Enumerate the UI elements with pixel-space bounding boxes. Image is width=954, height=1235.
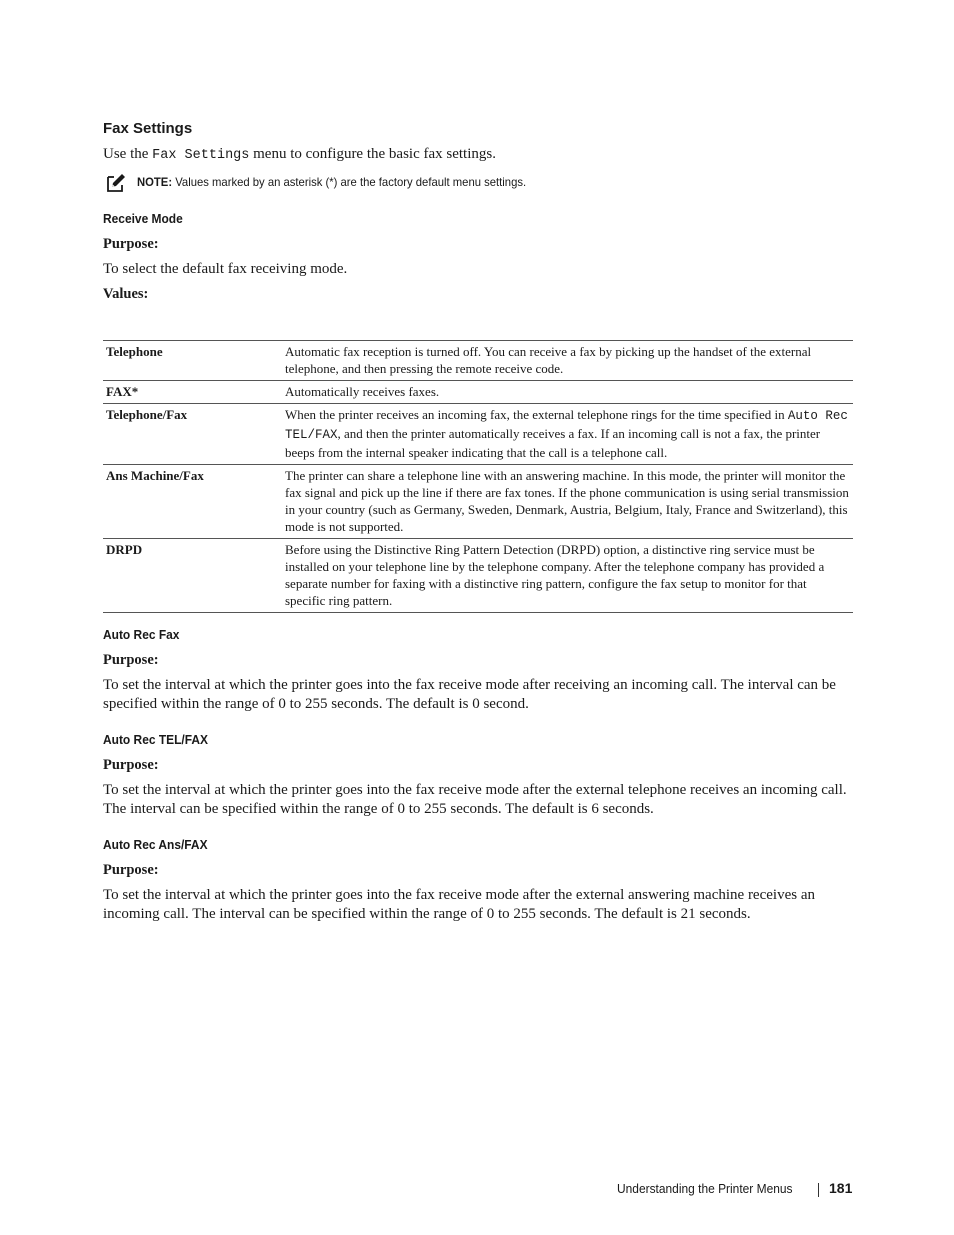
intro-text-before: Use the: [103, 146, 153, 162]
auto-rec-ans-fax-heading: Auto Rec Ans/FAX: [103, 837, 208, 852]
value-name: Telephone: [103, 341, 279, 381]
table-row: [103, 539, 853, 613]
value-description: [279, 381, 853, 404]
value-description: [279, 404, 853, 465]
intro-text-after: menu to configure the basic fax settings.: [249, 146, 496, 162]
value-description-text: Before using the Distinctive Ring Pattern Detection (DRPD) option, a distinctive ring service must be installed on your telephone line by the telephone company. After the telephone company has provided a separate number for faxing with a distinctive ring pattern, configure the fax setup to monitor for that specific ring pattern.: [285, 542, 825, 608]
table-row: [103, 381, 853, 404]
intro-paragraph: [103, 146, 496, 163]
value-name: DRPD: [103, 539, 279, 613]
receive-mode-purpose-label: Purpose:: [103, 236, 159, 252]
auto-rec-ans-fax-purpose-label: Purpose:: [103, 862, 159, 878]
value-description: [279, 465, 853, 539]
receive-mode-purpose-text: To select the default fax receiving mode.: [103, 261, 348, 277]
value-name: FAX*: [103, 381, 279, 404]
auto-rec-fax-purpose-label: Purpose:: [103, 652, 159, 668]
auto-rec-ans-fax-purpose-text: To set the interval at which the printer goes into the fax receive mode after the external answering machine receives an incoming call. The interval can be specified within the range of 0 to 255 seconds. The default is 21 seconds.: [103, 887, 815, 922]
value-description-text: Automatic fax reception is turned off. You can receive a fax by picking up the handset of the external telephone, and then pressing the remote receive code.: [285, 344, 812, 376]
value-description-code: Auto Rec TEL/FAX: [285, 409, 848, 442]
table-row: [103, 465, 853, 539]
page-number: 181: [829, 1180, 853, 1196]
receive-mode-values-table: [103, 340, 853, 613]
auto-rec-tel-fax-heading: Auto Rec TEL/FAX: [103, 732, 208, 747]
value-description: [279, 539, 853, 613]
table-row: [103, 404, 853, 465]
receive-mode-heading: Receive Mode: [103, 211, 183, 226]
value-name: Ans Machine/Fax: [103, 465, 279, 539]
auto-rec-fax-heading: Auto Rec Fax: [103, 627, 180, 642]
value-description: [279, 341, 853, 381]
receive-mode-values-label: Values:: [103, 286, 149, 302]
auto-rec-fax-purpose-text: To set the interval at which the printer goes into the fax receive mode after receiving an incoming call. The interval can be specified within the range of 0 to 255 seconds. The default is 0 second.: [103, 677, 836, 712]
section-title: Fax Settings: [103, 120, 193, 137]
auto-rec-tel-fax-purpose-label: Purpose:: [103, 757, 159, 773]
table-row: [103, 341, 853, 381]
intro-menu-code: Fax Settings: [152, 148, 250, 163]
footer-chapter-title: Understanding the Printer Menus: [617, 1181, 793, 1196]
note-pencil-icon: [106, 173, 126, 193]
value-description-text: The printer can share a telephone line with an answering machine. In this mode, the printer will monitor the fax signal and pick up the line if there are fax tones. If the phone communication is using serial transmission in your country (such as Germany, Sweden, Denmark, Austria, Belgium, Italy, France and Switzerland), this mode is not supported.: [285, 468, 849, 534]
value-description-text: Automatically receives faxes.: [285, 384, 440, 399]
note-body: Values marked by an asterisk (*) are the factory default menu settings.: [172, 175, 527, 189]
value-name: Telephone/Fax: [103, 404, 279, 465]
auto-rec-tel-fax-purpose-text: To set the interval at which the printer goes into the fax receive mode after the external telephone receives an incoming call. The interval can be specified within the range of 0 to 255 seconds. The default is 6 seconds.: [103, 782, 847, 817]
note-text: [137, 175, 526, 189]
value-description-text-after: , and then the printer automatically receives a fax. If an incoming call is not a fax, the printer beeps from the internal speaker indicating that the call is a telephone call.: [285, 426, 821, 460]
note-label: NOTE:: [137, 175, 173, 189]
value-description-text: When the printer receives an incoming fax, the external telephone rings for the time specified in: [285, 407, 788, 422]
footer-separator: [818, 1183, 819, 1197]
